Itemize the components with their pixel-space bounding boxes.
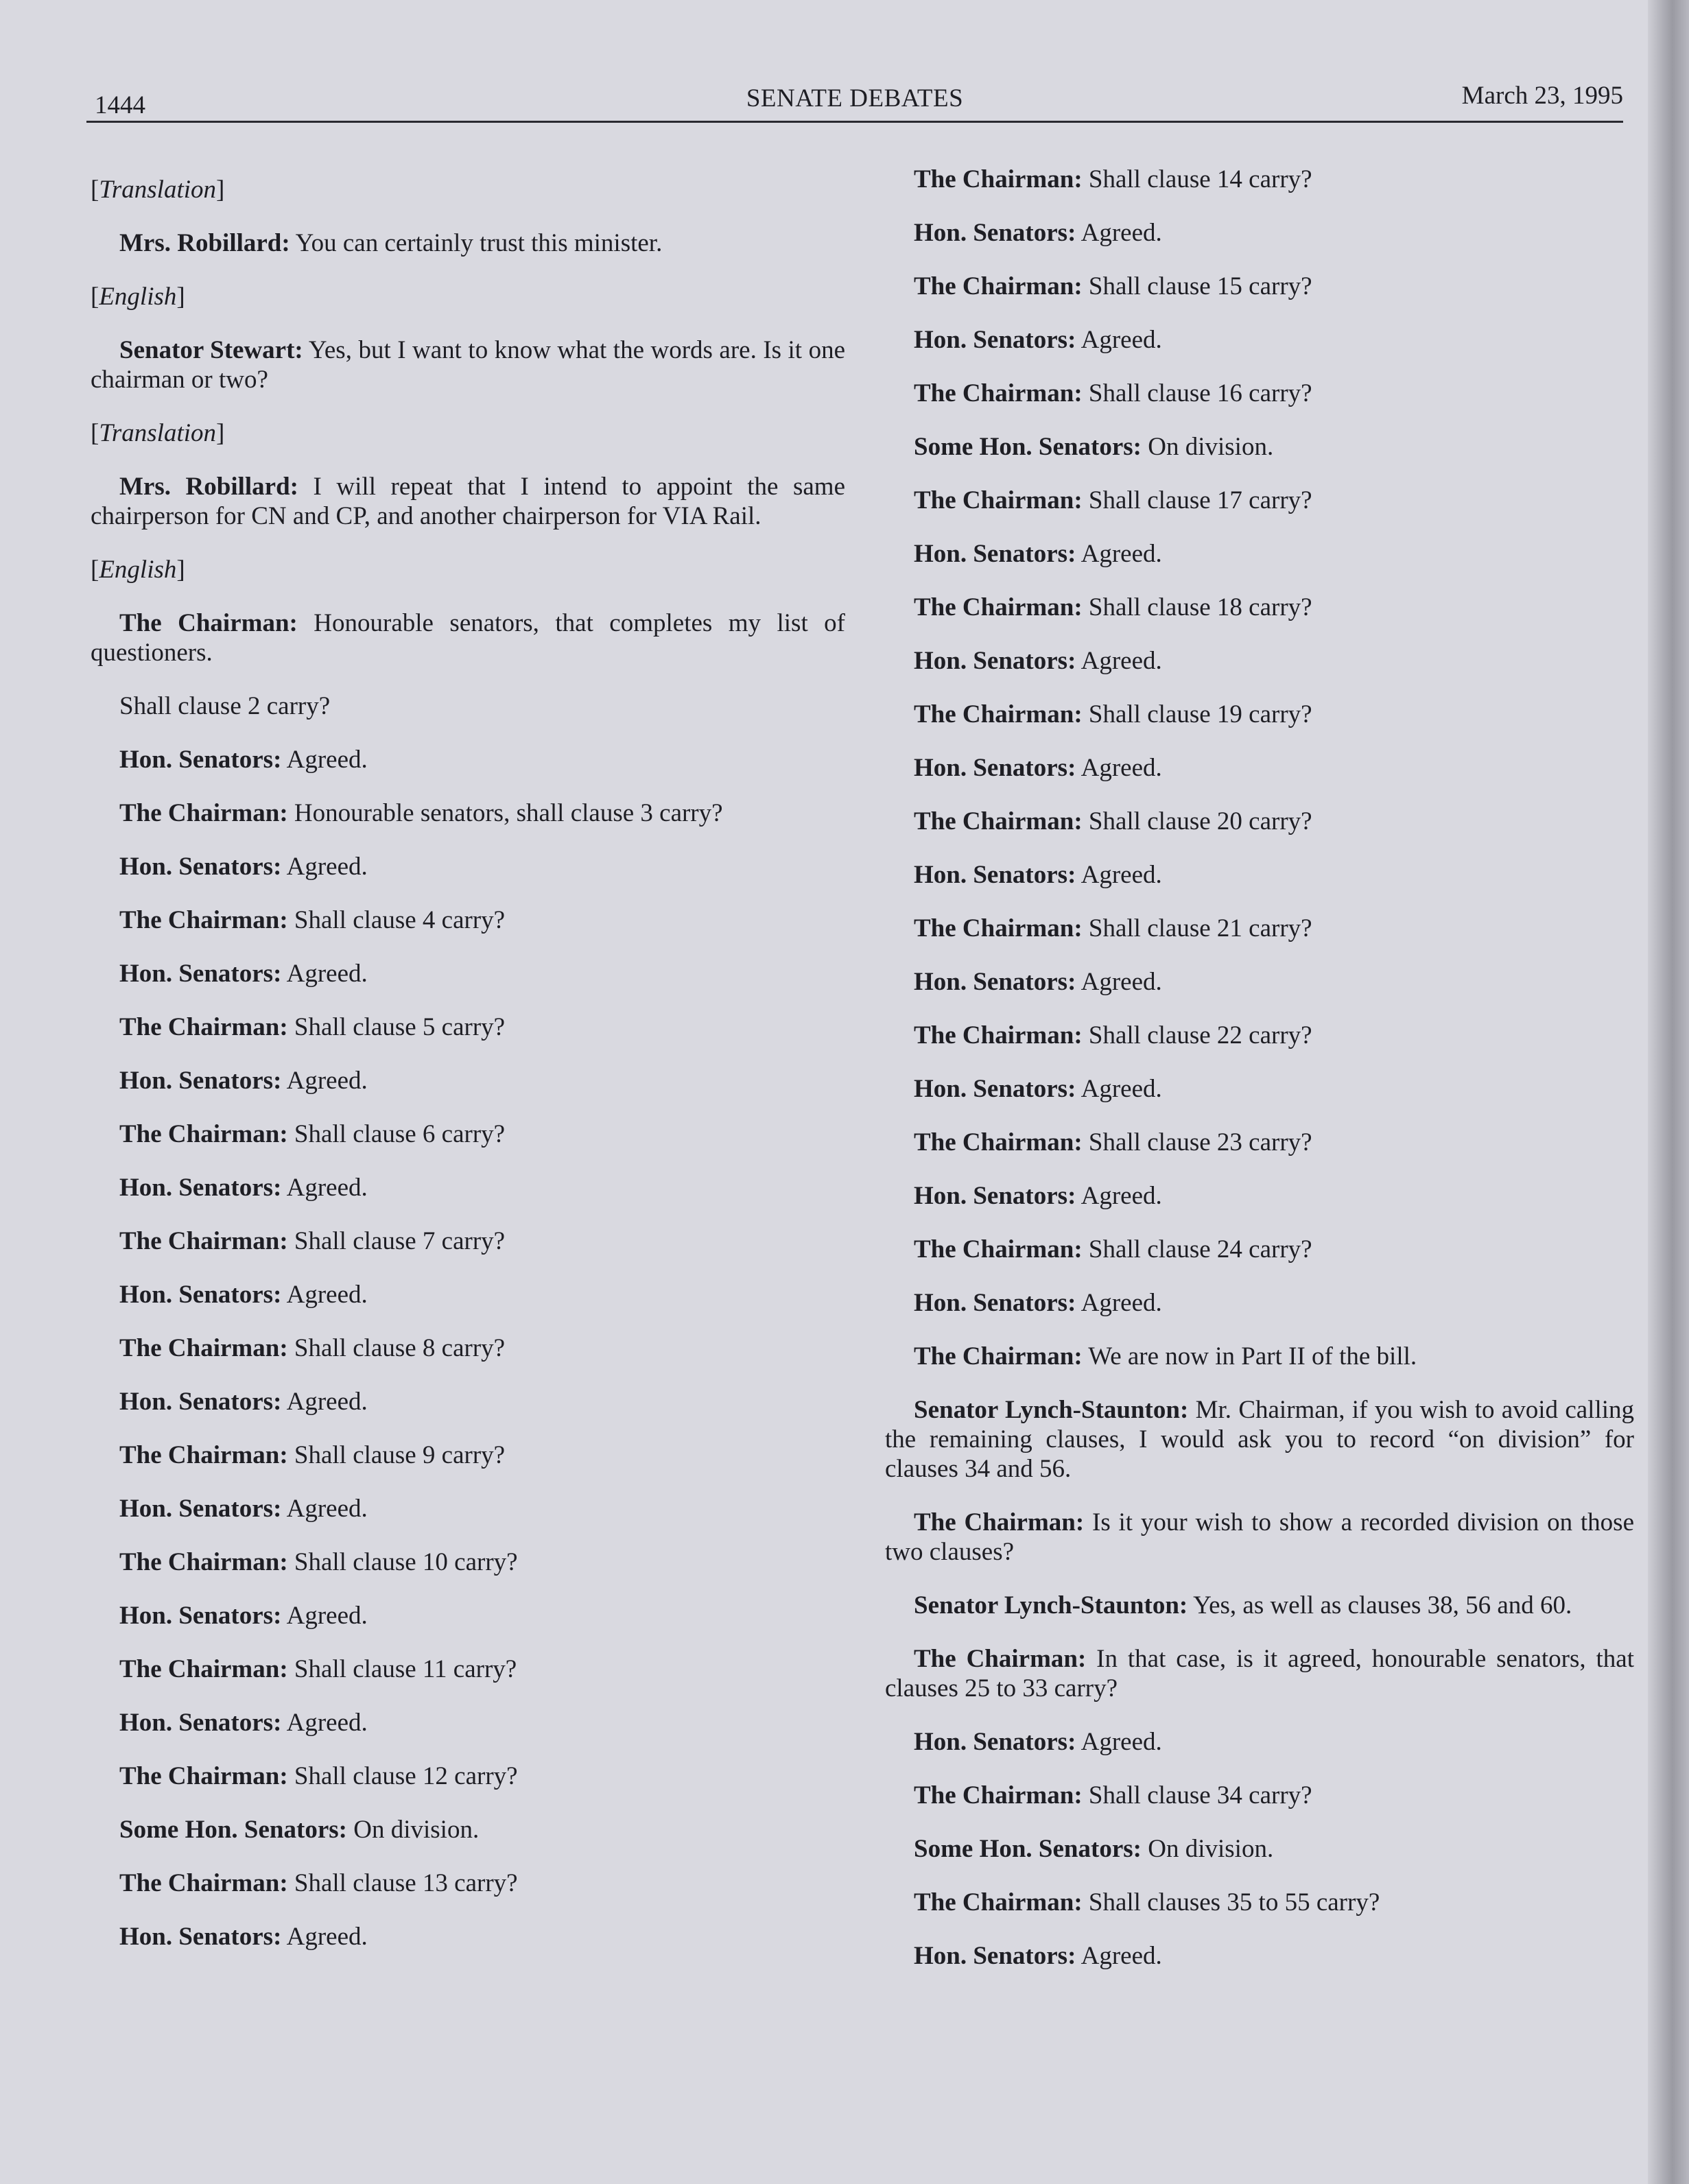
speech-text: Shall clause 17 carry? bbox=[1082, 486, 1312, 514]
paragraph-spacer bbox=[885, 355, 1634, 379]
speech-paragraph bbox=[91, 1173, 845, 1202]
speaker-name: The Chairman: bbox=[119, 906, 288, 934]
speech-paragraph bbox=[91, 472, 845, 531]
speech-paragraph bbox=[91, 1601, 845, 1630]
speaker-name: Hon. Senators: bbox=[119, 1495, 282, 1523]
speech-text: Shall clause 9 carry? bbox=[287, 1441, 506, 1469]
paragraph-spacer bbox=[885, 622, 1634, 646]
header-rule bbox=[86, 121, 1623, 123]
speech-text: Yes, but I want to know what the words are. Is it one chairman or two? bbox=[91, 336, 845, 394]
speaker-name: Hon. Senators: bbox=[119, 853, 282, 881]
bracket-open: [ bbox=[91, 556, 99, 584]
speech-text: Shall clause 7 carry? bbox=[287, 1227, 506, 1255]
speech-paragraph bbox=[91, 1066, 845, 1095]
speech-text: I will repeat that I intend to appoint the same chairperson for CN and CP, and another chairperson for VIA Rail. bbox=[91, 473, 845, 530]
speaker-name: Hon. Senators: bbox=[119, 1709, 282, 1737]
speech-paragraph bbox=[91, 1494, 845, 1523]
speech-paragraph bbox=[885, 218, 1634, 248]
speech-text: Shall clause 10 carry? bbox=[287, 1548, 518, 1576]
paragraph-spacer bbox=[91, 1309, 845, 1333]
paragraph-spacer bbox=[885, 462, 1634, 486]
paragraph-spacer bbox=[885, 569, 1634, 593]
speech-paragraph bbox=[885, 1342, 1634, 1371]
speech-paragraph bbox=[885, 486, 1634, 515]
paragraph-spacer bbox=[91, 1684, 845, 1708]
speaker-name: Hon. Senators: bbox=[119, 1602, 282, 1630]
paragraph-spacer bbox=[885, 1211, 1634, 1235]
speech-paragraph bbox=[885, 1074, 1634, 1104]
speaker-name: The Chairman: bbox=[119, 1548, 288, 1576]
speaker-name: Hon. Senators: bbox=[119, 1923, 282, 1951]
paragraph-spacer bbox=[91, 1737, 845, 1761]
paragraph-spacer bbox=[885, 997, 1634, 1021]
page-number: 1444 bbox=[95, 91, 145, 119]
right-column bbox=[885, 165, 1634, 1971]
speech-text: Agreed. bbox=[1076, 326, 1162, 354]
paragraph-spacer bbox=[885, 1318, 1634, 1342]
speech-text: Agreed. bbox=[281, 960, 368, 988]
paragraph-spacer bbox=[91, 1898, 845, 1922]
paragraph-spacer bbox=[91, 258, 845, 282]
paragraph-spacer bbox=[885, 676, 1634, 700]
speech-paragraph bbox=[91, 1226, 845, 1256]
speech-text: On division. bbox=[1141, 1835, 1274, 1863]
speech-paragraph bbox=[91, 1815, 845, 1844]
language-label: English bbox=[99, 556, 177, 584]
speech-text: Agreed. bbox=[281, 1388, 368, 1416]
speech-paragraph bbox=[91, 608, 845, 667]
speaker-name: Some Hon. Senators: bbox=[119, 1816, 347, 1844]
language-marker bbox=[91, 175, 845, 204]
speaker-name: Hon. Senators: bbox=[119, 746, 282, 774]
speech-paragraph bbox=[885, 1021, 1634, 1050]
speaker-name: Hon. Senators: bbox=[914, 219, 1076, 247]
speech-text: Agreed. bbox=[1076, 968, 1162, 996]
speech-text: Agreed. bbox=[1076, 861, 1162, 889]
speech-text: Shall clause 5 carry? bbox=[287, 1013, 506, 1041]
speech-paragraph bbox=[91, 1547, 845, 1577]
speaker-name: Senator Lynch-Staunton: bbox=[914, 1591, 1188, 1619]
paragraph-spacer bbox=[885, 1157, 1634, 1181]
paragraph-spacer bbox=[91, 1470, 845, 1494]
speech-paragraph bbox=[885, 914, 1634, 943]
bracket-open: [ bbox=[91, 419, 99, 447]
speech-paragraph bbox=[885, 325, 1634, 355]
speech-text: Shall clause 11 carry? bbox=[287, 1655, 517, 1683]
speech-text: Agreed. bbox=[281, 1495, 368, 1523]
speaker-name: Hon. Senators: bbox=[914, 1289, 1076, 1317]
speaker-name: The Chairman: bbox=[914, 1508, 1085, 1536]
speaker-name: Some Hon. Senators: bbox=[914, 1835, 1142, 1863]
speech-paragraph bbox=[885, 860, 1634, 890]
paragraph-spacer bbox=[91, 1095, 845, 1119]
paragraph-spacer bbox=[91, 828, 845, 852]
speech-text: Agreed. bbox=[1076, 540, 1162, 568]
paragraph-spacer bbox=[91, 1042, 845, 1066]
paragraph-spacer bbox=[885, 1050, 1634, 1074]
speech-text: Agreed. bbox=[281, 1174, 368, 1202]
bracket-close: ] bbox=[216, 419, 225, 447]
speech-paragraph bbox=[885, 1235, 1634, 1264]
speaker-name: The Chairman: bbox=[119, 1334, 288, 1362]
speech-paragraph bbox=[885, 1888, 1634, 1917]
bracket-close: ] bbox=[176, 556, 185, 584]
speaker-name: The Chairman: bbox=[119, 1441, 288, 1469]
speaker-name: Senator Stewart: bbox=[119, 336, 303, 364]
paragraph-spacer bbox=[91, 584, 845, 608]
speech-text: Shall clause 15 carry? bbox=[1082, 272, 1312, 300]
speech-paragraph bbox=[885, 1941, 1634, 1971]
speech-text: Agreed. bbox=[281, 1709, 368, 1737]
speech-text: Shall clause 13 carry? bbox=[287, 1869, 518, 1897]
paragraph-spacer bbox=[91, 448, 845, 472]
speech-paragraph bbox=[885, 1644, 1634, 1703]
speech-text: Agreed. bbox=[281, 1923, 368, 1951]
speech-text: Agreed. bbox=[1076, 1728, 1162, 1756]
speech-text: Honourable senators, shall clause 3 carry? bbox=[287, 799, 723, 827]
speech-text: Is it your wish to show a recorded division on those two clauses? bbox=[885, 1508, 1634, 1566]
speech-paragraph bbox=[885, 700, 1634, 729]
speech-text: Shall clause 23 carry? bbox=[1082, 1128, 1312, 1156]
speech-paragraph bbox=[885, 753, 1634, 783]
speech-text: Shall clause 18 carry? bbox=[1082, 593, 1312, 621]
speech-paragraph bbox=[885, 1288, 1634, 1318]
speech-paragraph bbox=[885, 646, 1634, 676]
paragraph-spacer bbox=[885, 836, 1634, 860]
speech-paragraph bbox=[885, 1181, 1634, 1211]
speech-paragraph bbox=[91, 852, 845, 881]
speech-text: Shall clause 8 carry? bbox=[287, 1334, 506, 1362]
paragraph-spacer bbox=[885, 1757, 1634, 1781]
speech-paragraph bbox=[885, 432, 1634, 462]
speaker-name: Hon. Senators: bbox=[119, 960, 282, 988]
speaker-name: Hon. Senators: bbox=[119, 1174, 282, 1202]
speech-paragraph bbox=[885, 593, 1634, 622]
speech-paragraph bbox=[91, 228, 845, 258]
paragraph-spacer bbox=[91, 774, 845, 798]
speaker-name: Hon. Senators: bbox=[119, 1067, 282, 1095]
speech-paragraph bbox=[885, 1727, 1634, 1757]
speech-text: Agreed. bbox=[281, 1602, 368, 1630]
speech-text: Shall clause 4 carry? bbox=[287, 906, 506, 934]
paragraph-spacer bbox=[91, 1202, 845, 1226]
speech-text: Shall clauses 35 to 55 carry? bbox=[1082, 1888, 1380, 1916]
speaker-name: The Chairman: bbox=[914, 700, 1083, 728]
paragraph-spacer bbox=[91, 721, 845, 745]
speech-paragraph bbox=[885, 807, 1634, 836]
speech-text: Agreed. bbox=[281, 746, 368, 774]
speaker-name: The Chairman: bbox=[119, 1762, 288, 1790]
language-label: English bbox=[99, 283, 177, 311]
speaker-name: Hon. Senators: bbox=[119, 1388, 282, 1416]
speech-paragraph bbox=[91, 691, 845, 721]
speaker-name: Hon. Senators: bbox=[914, 1942, 1076, 1970]
language-label: Translation bbox=[99, 176, 217, 204]
speech-paragraph bbox=[885, 272, 1634, 301]
publication-date: March 23, 1995 bbox=[1461, 82, 1623, 110]
speech-paragraph bbox=[91, 905, 845, 935]
paragraph-spacer bbox=[91, 1630, 845, 1654]
speech-paragraph bbox=[91, 1119, 845, 1149]
speaker-name: The Chairman: bbox=[119, 1227, 288, 1255]
speaker-name: The Chairman: bbox=[914, 807, 1083, 835]
language-marker bbox=[91, 282, 845, 311]
speech-text: On division. bbox=[1141, 433, 1274, 461]
speech-paragraph bbox=[885, 1834, 1634, 1864]
paragraph-spacer bbox=[885, 1620, 1634, 1644]
left-column bbox=[91, 175, 845, 1951]
language-label: Translation bbox=[99, 419, 217, 447]
speech-text: Agreed. bbox=[1076, 647, 1162, 675]
speaker-name: The Chairman: bbox=[914, 1781, 1083, 1809]
speech-paragraph bbox=[885, 1508, 1634, 1567]
paragraph-spacer bbox=[885, 1567, 1634, 1591]
speech-paragraph bbox=[91, 959, 845, 988]
speech-paragraph bbox=[885, 1781, 1634, 1810]
speaker-name: The Chairman: bbox=[914, 1128, 1083, 1156]
speech-text: Shall clause 19 carry? bbox=[1082, 700, 1312, 728]
speech-paragraph bbox=[91, 1654, 845, 1684]
paragraph-spacer bbox=[91, 1844, 845, 1868]
speech-text: Shall clause 21 carry? bbox=[1082, 914, 1312, 942]
speaker-name: Hon. Senators: bbox=[914, 1728, 1076, 1756]
paragraph-spacer bbox=[885, 301, 1634, 325]
paragraph-spacer bbox=[885, 1703, 1634, 1727]
speech-paragraph bbox=[91, 1012, 845, 1042]
speaker-name: The Chairman: bbox=[914, 593, 1083, 621]
paragraph-spacer bbox=[885, 943, 1634, 967]
paragraph-spacer bbox=[885, 783, 1634, 807]
speech-text: Shall clause 24 carry? bbox=[1082, 1235, 1312, 1263]
speaker-name: The Chairman: bbox=[119, 1655, 288, 1683]
speech-paragraph bbox=[885, 539, 1634, 569]
speech-text: Shall clause 16 carry? bbox=[1082, 379, 1312, 407]
speech-paragraph bbox=[885, 165, 1634, 194]
speech-paragraph bbox=[91, 1922, 845, 1951]
publication-title: SENATE DEBATES bbox=[746, 84, 964, 112]
paragraph-spacer bbox=[885, 515, 1634, 539]
paragraph-spacer bbox=[91, 1416, 845, 1440]
speech-text: Shall clause 12 carry? bbox=[287, 1762, 518, 1790]
speech-text: In that case, is it agreed, honourable senators, that clauses 25 to 33 carry? bbox=[885, 1645, 1635, 1702]
paragraph-spacer bbox=[885, 1864, 1634, 1888]
page-edge-shadow bbox=[1648, 0, 1689, 2184]
bracket-close: ] bbox=[176, 283, 185, 311]
paragraph-spacer bbox=[91, 667, 845, 691]
paragraph-spacer bbox=[885, 1264, 1634, 1288]
speech-paragraph bbox=[91, 335, 845, 394]
speech-paragraph bbox=[885, 1591, 1634, 1620]
speech-text: Agreed. bbox=[1076, 1942, 1162, 1970]
speech-text: Agreed. bbox=[1076, 219, 1162, 247]
paragraph-spacer bbox=[91, 311, 845, 335]
speaker-name: The Chairman: bbox=[914, 1645, 1087, 1673]
paragraph-spacer bbox=[885, 1484, 1634, 1508]
speech-text: Agreed. bbox=[1076, 1182, 1162, 1210]
speech-text: Yes, as well as clauses 38, 56 and 60. bbox=[1188, 1591, 1572, 1619]
speech-text: Honourable senators, that completes my list of questioners. bbox=[91, 609, 845, 667]
speech-paragraph bbox=[91, 1333, 845, 1363]
paragraph-spacer bbox=[91, 1523, 845, 1547]
bracket-close: ] bbox=[216, 176, 225, 204]
speech-text: We are now in Part II of the bill. bbox=[1082, 1342, 1417, 1370]
paragraph-spacer bbox=[91, 1791, 845, 1815]
speaker-name: The Chairman: bbox=[914, 1021, 1083, 1049]
speaker-name: The Chairman: bbox=[119, 799, 288, 827]
speech-text: Shall clause 2 carry? bbox=[119, 692, 331, 720]
paragraph-spacer bbox=[885, 194, 1634, 218]
speaker-name: Hon. Senators: bbox=[914, 326, 1076, 354]
speaker-name: The Chairman: bbox=[119, 1869, 288, 1897]
page-header bbox=[86, 81, 1623, 122]
speaker-name: Hon. Senators: bbox=[914, 647, 1076, 675]
speaker-name: The Chairman: bbox=[914, 379, 1083, 407]
paragraph-spacer bbox=[885, 729, 1634, 753]
speaker-name: The Chairman: bbox=[119, 1013, 288, 1041]
speaker-name: The Chairman: bbox=[119, 609, 298, 637]
paragraph-spacer bbox=[91, 394, 845, 418]
paragraph-spacer bbox=[885, 1371, 1634, 1395]
speaker-name: Senator Lynch-Staunton: bbox=[914, 1396, 1189, 1424]
speech-text: Shall clause 6 carry? bbox=[287, 1120, 506, 1148]
speech-paragraph bbox=[885, 1395, 1634, 1484]
speaker-name: The Chairman: bbox=[119, 1120, 288, 1148]
language-marker bbox=[91, 418, 845, 448]
speech-text: Agreed. bbox=[281, 1067, 368, 1095]
speech-text: Shall clause 34 carry? bbox=[1082, 1781, 1312, 1809]
speaker-name: Mrs. Robillard: bbox=[119, 473, 298, 501]
speech-text: Agreed. bbox=[1076, 1289, 1162, 1317]
paragraph-spacer bbox=[885, 890, 1634, 914]
paragraph-spacer bbox=[91, 1577, 845, 1601]
bracket-open: [ bbox=[91, 283, 99, 311]
speech-paragraph bbox=[91, 745, 845, 774]
paragraph-spacer bbox=[885, 408, 1634, 432]
speaker-name: Some Hon. Senators: bbox=[914, 433, 1142, 461]
speech-text: Mr. Chairman, if you wish to avoid calling the remaining clauses, I would ask you to record “on division” for clauses 34 and 56. bbox=[885, 1396, 1635, 1483]
speaker-name: Hon. Senators: bbox=[914, 1075, 1076, 1103]
paragraph-spacer bbox=[885, 1810, 1634, 1834]
speech-paragraph bbox=[885, 1128, 1634, 1157]
speaker-name: Hon. Senators: bbox=[914, 861, 1076, 889]
speech-text: Agreed. bbox=[1076, 754, 1162, 782]
speaker-name: The Chairman: bbox=[914, 272, 1083, 300]
bracket-open: [ bbox=[91, 176, 99, 204]
speaker-name: The Chairman: bbox=[914, 1235, 1083, 1263]
speech-paragraph bbox=[91, 1868, 845, 1898]
speaker-name: Hon. Senators: bbox=[914, 968, 1076, 996]
speech-text: On division. bbox=[346, 1816, 480, 1844]
paragraph-spacer bbox=[91, 988, 845, 1012]
speaker-name: The Chairman: bbox=[914, 1888, 1083, 1916]
speech-paragraph bbox=[91, 1761, 845, 1791]
paragraph-spacer bbox=[91, 1256, 845, 1280]
paragraph-spacer bbox=[91, 204, 845, 228]
speaker-name: Mrs. Robillard: bbox=[119, 229, 290, 257]
speech-text: Shall clause 20 carry? bbox=[1082, 807, 1312, 835]
speaker-name: The Chairman: bbox=[914, 486, 1083, 514]
speech-paragraph bbox=[885, 379, 1634, 408]
speech-paragraph bbox=[91, 1280, 845, 1309]
speaker-name: The Chairman: bbox=[914, 165, 1083, 193]
paragraph-spacer bbox=[885, 248, 1634, 272]
paragraph-spacer bbox=[91, 935, 845, 959]
speech-paragraph bbox=[91, 1387, 845, 1416]
speech-paragraph bbox=[91, 798, 845, 828]
speech-text: Shall clause 22 carry? bbox=[1082, 1021, 1312, 1049]
speech-text: Agreed. bbox=[281, 1281, 368, 1309]
language-marker bbox=[91, 555, 845, 584]
speech-text: Agreed. bbox=[1076, 1075, 1162, 1103]
speaker-name: The Chairman: bbox=[914, 1342, 1083, 1370]
speaker-name: Hon. Senators: bbox=[914, 540, 1076, 568]
paragraph-spacer bbox=[91, 1149, 845, 1173]
speech-paragraph bbox=[91, 1440, 845, 1470]
speaker-name: Hon. Senators: bbox=[119, 1281, 282, 1309]
speech-text: You can certainly trust this minister. bbox=[290, 229, 663, 257]
paragraph-spacer bbox=[885, 1917, 1634, 1941]
paragraph-spacer bbox=[91, 881, 845, 905]
speaker-name: Hon. Senators: bbox=[914, 1182, 1076, 1210]
speaker-name: The Chairman: bbox=[914, 914, 1083, 942]
speech-paragraph bbox=[91, 1708, 845, 1737]
paragraph-spacer bbox=[91, 1363, 845, 1387]
speech-text: Agreed. bbox=[281, 853, 368, 881]
speech-paragraph bbox=[885, 967, 1634, 997]
speech-text: Shall clause 14 carry? bbox=[1082, 165, 1312, 193]
speaker-name: Hon. Senators: bbox=[914, 754, 1076, 782]
paragraph-spacer bbox=[91, 531, 845, 555]
paragraph-spacer bbox=[885, 1104, 1634, 1128]
